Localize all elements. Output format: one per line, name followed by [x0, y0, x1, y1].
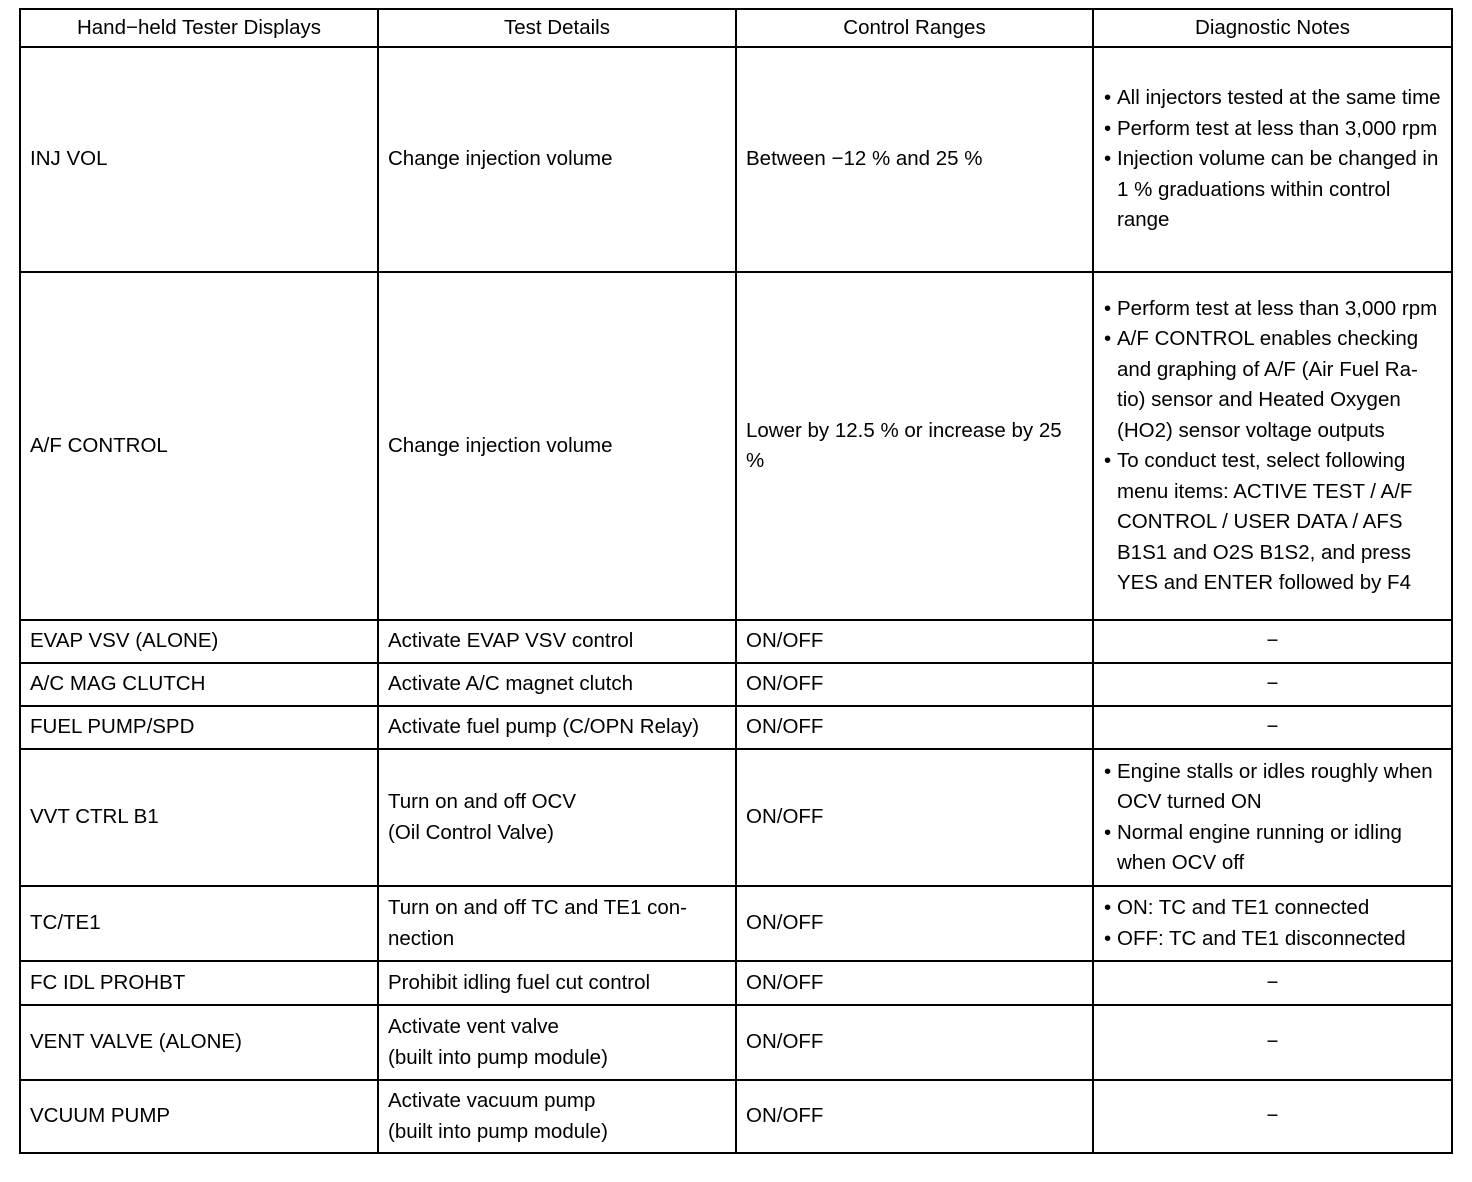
table-row — [20, 663, 1452, 706]
cell-diagnostic-notes — [1093, 749, 1452, 886]
cell-control-range: Between −12 % and 25 % — [736, 47, 1093, 272]
test-details-line: Activate fuel pump (C/OPN Relay) — [388, 715, 700, 739]
cell-control-range: ON/OFF — [736, 620, 1093, 663]
test-details-line: (built into pump module) — [388, 1045, 608, 1069]
cell-diagnostic-notes: − — [1093, 961, 1452, 1005]
note-item: • A/F CONTROL enables checking and graphing of A/F (Air Fuel Ra-tio) sensor and Heated Oxygen (HO2) sensor voltage outputs — [1104, 324, 1443, 446]
test-details-line: Turn on and off TC and TE1 con-nection — [388, 896, 687, 950]
cell-control-range: ON/OFF — [736, 961, 1093, 1005]
cell-test-details — [378, 47, 736, 272]
table-row — [20, 706, 1452, 749]
note-item: • Injection volume can be changed in 1 % graduations within control range — [1104, 144, 1443, 236]
table-row — [20, 886, 1452, 961]
note-item: • Perform test at less than 3,000 rpm — [1104, 114, 1443, 145]
header-test-details: Test Details — [378, 9, 736, 47]
cell-tester-display: A/C MAG CLUTCH — [20, 663, 378, 706]
cell-tester-display: INJ VOL — [20, 47, 378, 272]
test-details-line: Activate vent valve — [388, 1015, 559, 1038]
notes-list — [1104, 893, 1443, 954]
cell-tester-display: VCUUM PUMP — [20, 1080, 378, 1153]
test-details-line: Activate vacuum pump — [388, 1089, 596, 1112]
notes-list — [1104, 294, 1443, 599]
note-item: • All injectors tested at the same time — [1104, 83, 1443, 114]
cell-diagnostic-notes — [1093, 47, 1452, 272]
table-row — [20, 272, 1452, 620]
notes-list — [1104, 83, 1443, 236]
note-item: • Normal engine running or idling when OCV off — [1104, 818, 1443, 879]
cell-diagnostic-notes: − — [1093, 663, 1452, 706]
cell-tester-display: EVAP VSV (ALONE) — [20, 620, 378, 663]
cell-control-range: ON/OFF — [736, 749, 1093, 886]
cell-tester-display: A/F CONTROL — [20, 272, 378, 620]
cell-control-range: ON/OFF — [736, 1080, 1093, 1153]
test-details-line: Activate EVAP VSV control — [388, 629, 634, 653]
note-item: • OFF: TC and TE1 disconnected — [1104, 924, 1443, 955]
table-row — [20, 961, 1452, 1005]
test-details-line: (built into pump module) — [388, 1119, 608, 1143]
cell-tester-display: VENT VALVE (ALONE) — [20, 1005, 378, 1080]
header-diagnostic-notes: Diagnostic Notes — [1093, 9, 1452, 47]
cell-diagnostic-notes: − — [1093, 1080, 1452, 1153]
cell-test-details — [378, 749, 736, 886]
cell-test-details — [378, 886, 736, 961]
cell-diagnostic-notes: − — [1093, 1005, 1452, 1080]
cell-control-range: ON/OFF — [736, 706, 1093, 749]
cell-test-details — [378, 272, 736, 620]
cell-tester-display: VVT CTRL B1 — [20, 749, 378, 886]
table-row — [20, 620, 1452, 663]
cell-control-range: ON/OFF — [736, 1005, 1093, 1080]
test-details-line: Change injection volume — [388, 147, 613, 171]
cell-tester-display: FUEL PUMP/SPD — [20, 706, 378, 749]
cell-test-details — [378, 706, 736, 749]
test-details-line: Change injection volume — [388, 433, 613, 457]
cell-test-details — [378, 663, 736, 706]
test-details-line: Turn on and off OCV — [388, 790, 577, 813]
cell-tester-display: FC IDL PROHBT — [20, 961, 378, 1005]
table-row — [20, 1005, 1452, 1080]
cell-control-range: ON/OFF — [736, 886, 1093, 961]
cell-test-details — [378, 1080, 736, 1153]
test-details-line: Prohibit idling fuel cut control — [388, 970, 651, 994]
note-item: • Perform test at less than 3,000 rpm — [1104, 294, 1443, 325]
test-details-line: Activate A/C magnet clutch — [388, 672, 633, 696]
cell-diagnostic-notes — [1093, 886, 1452, 961]
cell-diagnostic-notes — [1093, 272, 1452, 620]
header-tester-displays: Hand−held Tester Displays — [20, 9, 378, 47]
table-row — [20, 47, 1452, 272]
header-row — [20, 9, 1452, 47]
table-row — [20, 749, 1452, 886]
note-item: • ON: TC and TE1 connected — [1104, 893, 1443, 924]
table-body — [20, 47, 1452, 1153]
cell-test-details — [378, 961, 736, 1005]
cell-test-details — [378, 1005, 736, 1080]
header-control-ranges: Control Ranges — [736, 9, 1093, 47]
test-details-line: (Oil Control Valve) — [388, 820, 554, 844]
note-item: • Engine stalls or idles roughly when OCV turned ON — [1104, 757, 1443, 818]
note-item: • To conduct test, select following menu items: ACTIVE TEST / A/F CONTROL / USER DATA / AFS B1S1 and O2S B1S2, and press YES and ENTER followed by F4 — [1104, 446, 1443, 599]
table-row — [20, 1080, 1452, 1153]
cell-diagnostic-notes: − — [1093, 706, 1452, 749]
notes-list — [1104, 757, 1443, 879]
cell-tester-display: TC/TE1 — [20, 886, 378, 961]
cell-test-details — [378, 620, 736, 663]
cell-control-range: ON/OFF — [736, 663, 1093, 706]
table-header — [20, 9, 1452, 47]
diagnostic-active-test-table — [19, 8, 1453, 1154]
cell-control-range: Lower by 12.5 % or increase by 25 % — [736, 272, 1093, 620]
cell-diagnostic-notes: − — [1093, 620, 1452, 663]
